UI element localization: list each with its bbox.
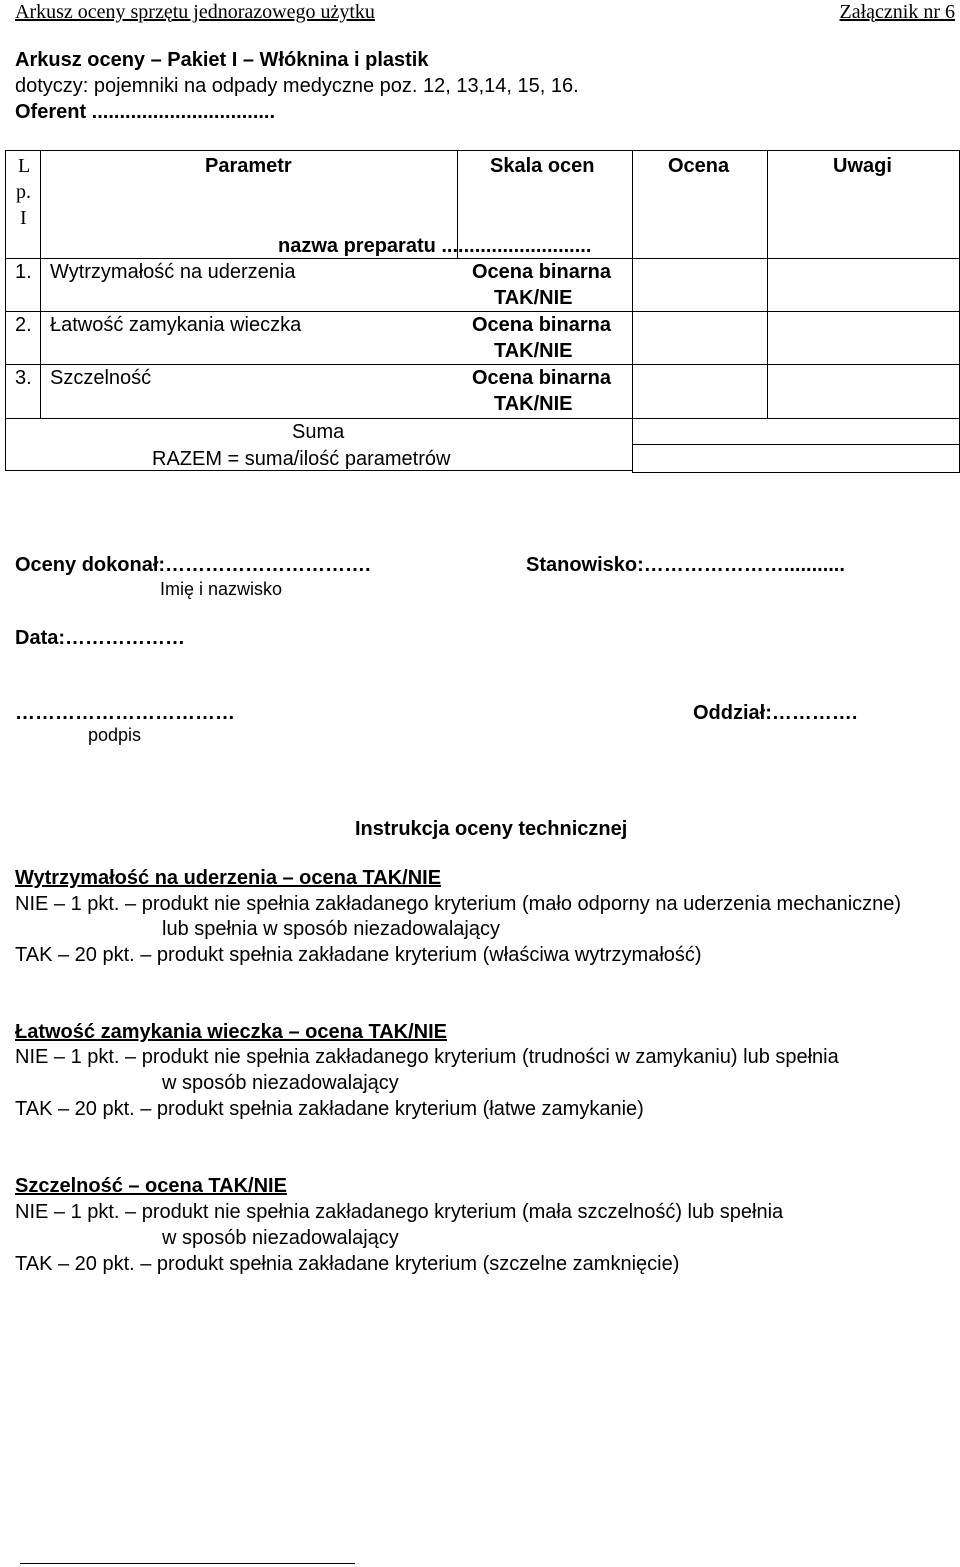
podpis-line: …………………………… [15, 702, 235, 724]
row-param: Szczelność [50, 367, 152, 389]
table-line [40, 150, 41, 418]
document-subtitle: dotyczy: pojemniki na odpady medyczne poz. 12, 13,14, 15, 16. [15, 75, 579, 97]
col-skala: Skala ocen [490, 155, 595, 177]
row-skala: Ocena binarna [472, 261, 611, 283]
oceny-dokonal-field: Oceny dokonał:…………………………. [15, 554, 371, 576]
section-tak: TAK – 20 pkt. – produkt spełnia zakładane kryterium (właściwa wytrzymałość) [15, 944, 702, 966]
col-parametr: Parametr [205, 155, 292, 177]
row-skala: Ocena binarna [472, 367, 611, 389]
col-lp-line3: I [20, 207, 27, 229]
section-nie-cont: w sposób niezadowalający [162, 1227, 399, 1249]
section-nie-cont: lub spełnia w sposób niezadowalający [162, 918, 500, 940]
table-line [767, 150, 768, 418]
section-nie: NIE – 1 pkt. – produkt nie spełnia zakładanego kryterium (mało odporny na uderzenia mechaniczne) [15, 893, 902, 915]
row-skala-value: TAK/NIE [494, 393, 573, 415]
row-param: Łatwość zamykania wieczka [50, 314, 302, 336]
table-line [632, 444, 960, 445]
row-number: 3. [15, 367, 32, 389]
col-lp-line1: L [18, 155, 31, 177]
section-tak: TAK – 20 pkt. – produkt spełnia zakładane kryterium (szczelne zamknięcie) [15, 1253, 680, 1275]
table-line [5, 150, 6, 470]
section-heading: Szczelność – ocena TAK/NIE [15, 1175, 287, 1197]
section-heading: Wytrzymałość na uderzenia – ocena TAK/NIE [15, 867, 442, 889]
preparat-name: nazwa preparatu ........................... [278, 235, 592, 257]
col-lp-line2: p. [16, 181, 31, 203]
imie-nazwisko-label: Imię i nazwisko [160, 579, 283, 599]
section-heading: Łatwość zamykania wieczka – ocena TAK/NIE [15, 1021, 448, 1043]
razem-label: RAZEM = suma/ilość parametrów [152, 448, 451, 470]
section-nie-cont: w sposób niezadowalający [162, 1072, 399, 1094]
row-number: 2. [15, 314, 32, 336]
row-skala-value: TAK/NIE [494, 340, 573, 362]
oddzial-field: Oddział:…………. [693, 702, 858, 724]
row-param: Wytrzymałość na uderzenia [50, 261, 296, 283]
table-line [5, 150, 960, 151]
data-field: Data:……………… [15, 627, 186, 649]
document-title: Arkusz oceny – Pakiet I – Włóknina i plastik [15, 49, 429, 71]
suma-label: Suma [292, 421, 345, 443]
page-header-right: Załącznik nr 6 [839, 1, 955, 23]
col-ocena: Ocena [668, 155, 730, 177]
col-uwagi: Uwagi [833, 155, 892, 177]
row-skala: Ocena binarna [472, 314, 611, 336]
oferent-field: Oferent ................................. [15, 101, 276, 123]
podpis-label: podpis [88, 725, 142, 745]
instructions-title: Instrukcja oceny technicznej [355, 818, 628, 840]
section-tak: TAK – 20 pkt. – produkt spełnia zakładane kryterium (łatwe zamykanie) [15, 1098, 644, 1120]
page-header-left: Arkusz oceny sprzętu jednorazowego użytku [15, 1, 375, 23]
row-number: 1. [15, 261, 32, 283]
table-line [5, 418, 960, 419]
table-line [632, 150, 633, 472]
footer-rule [20, 1563, 355, 1564]
row-skala-value: TAK/NIE [494, 287, 573, 309]
table-line [632, 472, 960, 473]
stanowisko-field: Stanowisko:…………………........... [526, 554, 845, 576]
section-nie: NIE – 1 pkt. – produkt nie spełnia zakładanego kryterium (trudności w zamykaniu) lub spełnia [15, 1046, 839, 1068]
section-nie: NIE – 1 pkt. – produkt nie spełnia zakładanego kryterium (mała szczelność) lub spełnia [15, 1201, 784, 1223]
